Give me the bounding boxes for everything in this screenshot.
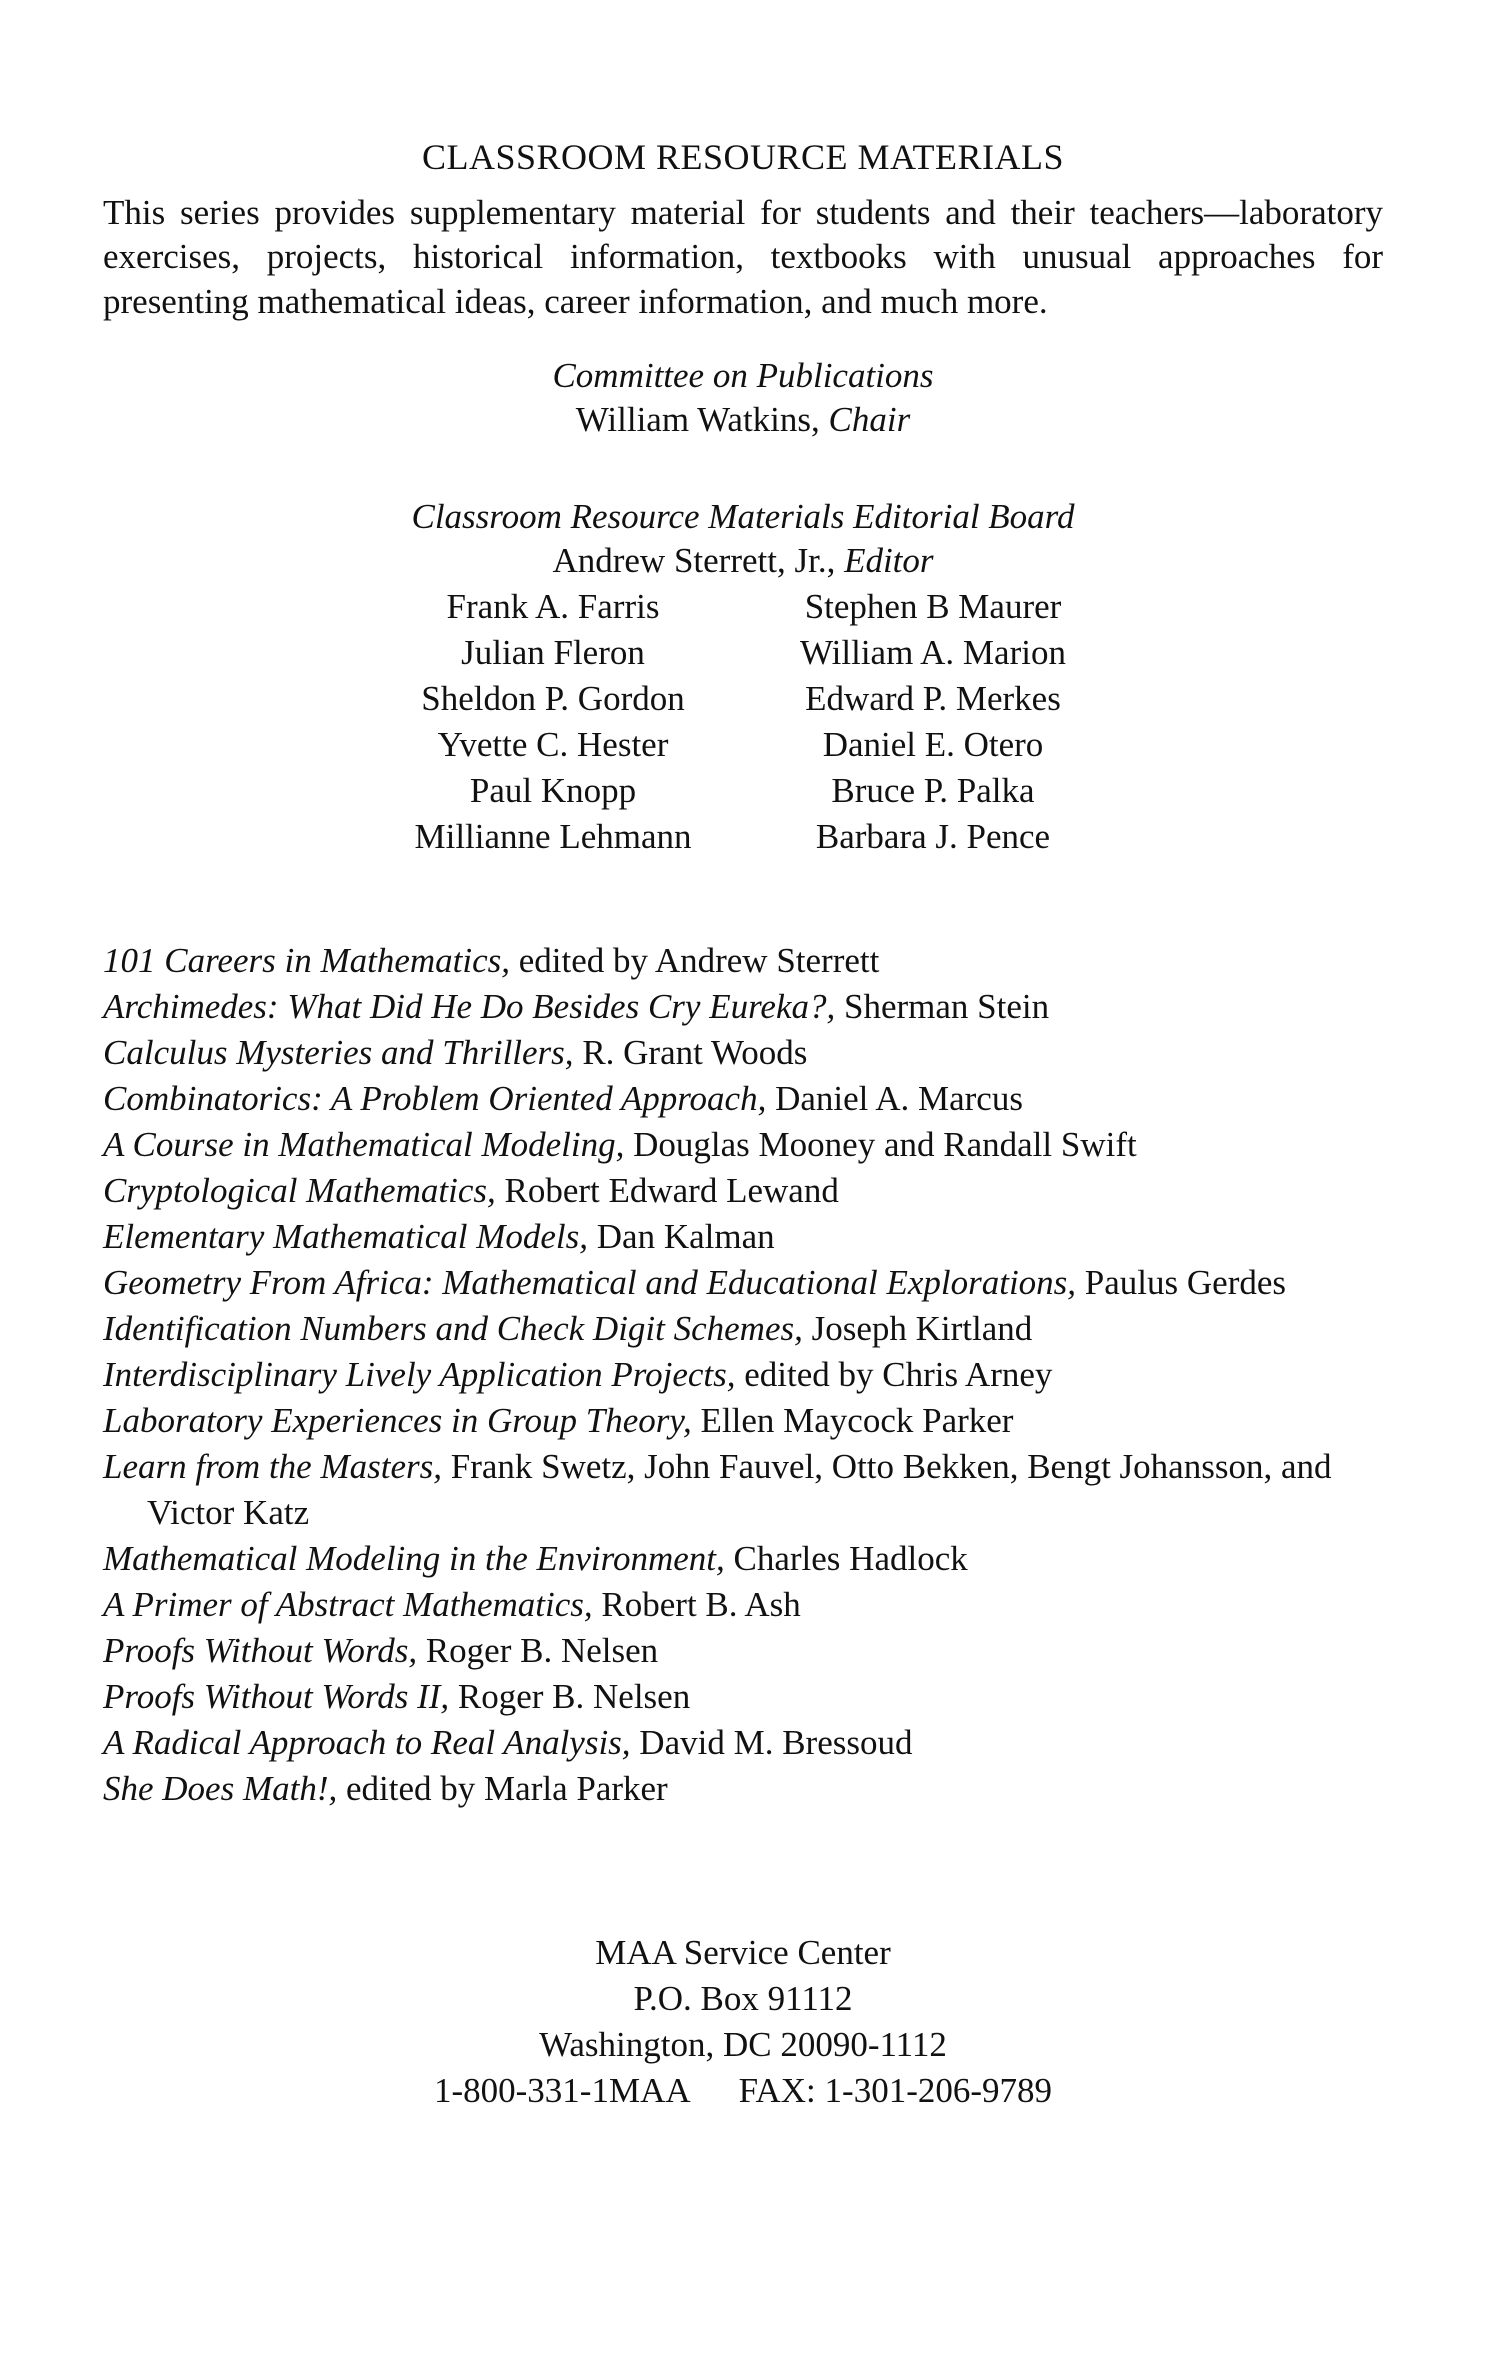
book-title: Archimedes: What Did He Do Besides Cry Eureka?, — [103, 986, 836, 1026]
book-author: Ellen Maycock Parker — [691, 1400, 1014, 1440]
book-title: Interdisciplinary Lively Application Projects, — [103, 1354, 736, 1394]
book-title: Identification Numbers and Check Digit Schemes, — [103, 1308, 803, 1348]
book-author: Dan Kalman — [588, 1216, 775, 1256]
service-center-city: Washington, DC 20090-1112 — [539, 2024, 947, 2064]
editor-name: Andrew Sterrett, Jr., — [552, 541, 845, 581]
book-author: David M. Bressoud — [630, 1722, 913, 1762]
service-center-name: MAA Service Center — [595, 1932, 891, 1972]
book-title: Learn from the Masters, — [103, 1446, 442, 1486]
book-author: Robert Edward Lewand — [495, 1170, 839, 1210]
book-entry — [103, 1398, 1383, 1444]
book-title: Laboratory Experiences in Group Theory, — [103, 1400, 692, 1440]
book-author: Charles Hadlock — [724, 1538, 968, 1578]
editor-role: Editor — [844, 541, 934, 581]
book-title: She Does Math!, — [103, 1768, 338, 1808]
book-title: A Course in Mathematical Modeling, — [103, 1124, 625, 1164]
board-member: Barbara J. Pence — [815, 816, 1051, 856]
service-center-block — [103, 1930, 1383, 2114]
series-description: This series provides supplementary material for students and their teachers—laboratory exercises, projects, historical information, textbooks with unusual approaches for presenting mathematical ideas, career information, and much more. — [103, 192, 1383, 321]
board-member: Julian Fleron — [461, 632, 645, 672]
book-entry — [103, 1260, 1383, 1306]
board-members — [103, 584, 1383, 860]
book-title: Proofs Without Words, — [103, 1630, 418, 1670]
book-entry — [103, 1352, 1383, 1398]
contact-row — [103, 2068, 1383, 2114]
book-title: Proofs Without Words II, — [103, 1676, 450, 1716]
book-entry — [103, 1214, 1383, 1260]
book-author: Sherman Stein — [835, 986, 1050, 1026]
service-center-po-box: P.O. Box 91112 — [633, 1978, 853, 2018]
book-author: edited by Marla Parker — [337, 1768, 668, 1808]
book-author: Douglas Mooney and Randall Swift — [624, 1124, 1137, 1164]
book-author: edited by Chris Arney — [735, 1354, 1053, 1394]
board-member: Bruce P. Palka — [831, 770, 1035, 810]
board-member: William A. Marion — [800, 632, 1066, 672]
book-title: A Radical Approach to Real Analysis, — [103, 1722, 631, 1762]
chair-role: Chair — [828, 400, 911, 440]
phone-number: 1-800-331-1MAA — [434, 2070, 691, 2110]
book-list — [103, 938, 1383, 1812]
book-entry — [103, 1720, 1383, 1766]
book-author: Roger B. Nelsen — [449, 1676, 691, 1716]
book-author: Paulus Gerdes — [1076, 1262, 1287, 1302]
board-member: Sheldon P. Gordon — [421, 678, 685, 718]
book-title: Cryptological Mathematics, — [103, 1170, 496, 1210]
board-member: Daniel E. Otero — [822, 724, 1044, 764]
board-member: Stephen B Maurer — [804, 586, 1062, 626]
board-member: Frank A. Farris — [446, 586, 660, 626]
series-title: CLASSROOM RESOURCE MATERIALS — [421, 137, 1065, 177]
book-author: Frank Swetz, John Fauvel, Otto Bekken, Bengt Johansson, and Victor Katz — [147, 1446, 1332, 1532]
book-entry — [103, 1030, 1383, 1076]
chair-name: William Watkins, — [575, 400, 829, 440]
book-entry — [103, 1168, 1383, 1214]
committee-chair — [103, 398, 1383, 442]
book-entry — [103, 984, 1383, 1030]
board-member: Paul Knopp — [469, 770, 637, 810]
book-author: edited by Andrew Sterrett — [510, 940, 880, 980]
board-member: Edward P. Merkes — [805, 678, 1061, 718]
book-entry — [103, 1076, 1383, 1122]
book-entry — [103, 1536, 1383, 1582]
editorial-board-block — [103, 495, 1383, 860]
board-member: Millianne Lehmann — [414, 816, 692, 856]
book-entry — [103, 938, 1383, 984]
committee-block — [103, 354, 1383, 443]
book-author: Joseph Kirtland — [802, 1308, 1033, 1348]
committee-title: Committee on Publications — [552, 356, 934, 396]
book-title: A Primer of Abstract Mathematics, — [103, 1584, 593, 1624]
book-entry — [103, 1628, 1383, 1674]
book-title: Mathematical Modeling in the Environment, — [103, 1538, 725, 1578]
board-title: Classroom Resource Materials Editorial Board — [411, 496, 1075, 536]
book-author: Robert B. Ash — [592, 1584, 801, 1624]
book-entry — [103, 1306, 1383, 1352]
book-title: 101 Careers in Mathematics, — [103, 940, 510, 980]
book-title: Calculus Mysteries and Thrillers, — [103, 1032, 574, 1072]
book-author: R. Grant Woods — [573, 1032, 808, 1072]
book-title: Geometry From Africa: Mathematical and Educational Explorations, — [103, 1262, 1077, 1302]
board-editor — [103, 539, 1383, 583]
book-entry — [103, 1122, 1383, 1168]
book-title: Combinatorics: A Problem Oriented Approach, — [103, 1078, 767, 1118]
book-title: Elementary Mathematical Models, — [103, 1216, 589, 1256]
fax-number: FAX: 1-301-206-9789 — [738, 2070, 1052, 2110]
book-author: Roger B. Nelsen — [417, 1630, 659, 1670]
book-author: Daniel A. Marcus — [766, 1078, 1023, 1118]
board-member: Yvette C. Hester — [437, 724, 669, 764]
book-entry — [103, 1582, 1383, 1628]
book-entry — [103, 1674, 1383, 1720]
book-entry — [103, 1766, 1383, 1812]
page — [103, 135, 1383, 2114]
book-entry — [103, 1444, 1383, 1536]
